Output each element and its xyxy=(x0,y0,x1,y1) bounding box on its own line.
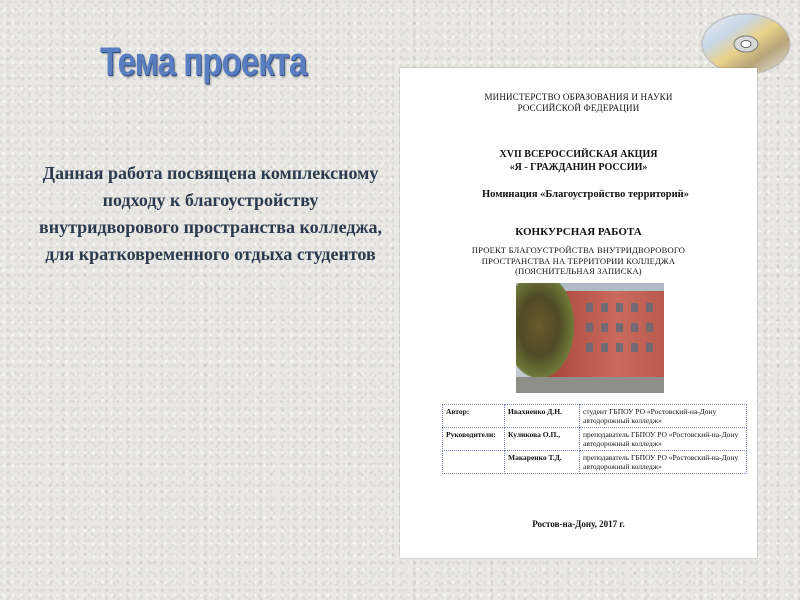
ministry-line: РОССИЙСКОЙ ФЕДЕРАЦИИ xyxy=(517,103,640,113)
author-role xyxy=(443,451,505,474)
author-info: студент ГБПОУ РО «Ростовский-на-Дону автодорожный колледж» xyxy=(580,405,747,428)
author-info: преподаватель ГБПОУ РО «Ростовский-на-Дону автодорожный колледж» xyxy=(580,428,747,451)
event-header xyxy=(400,148,757,174)
table-row xyxy=(443,428,747,451)
project-title-line: ПРОЕКТ БЛАГОУСТРОЙСТВА ВНУТРИДВОРОВОГО xyxy=(471,245,686,255)
event-line: «Я - ГРАЖДАНИН РОССИИ» xyxy=(509,162,648,173)
slide-title: Тема проекта xyxy=(100,40,307,84)
document-cover-page xyxy=(400,68,757,558)
city-year: Ростов-на-Дону, 2017 г. xyxy=(532,519,625,529)
project-title xyxy=(400,245,757,277)
author-role: Руководители: xyxy=(443,428,505,451)
table-row xyxy=(443,405,747,428)
nomination: Номинация «Благоустройство территорий» xyxy=(482,189,689,200)
authors-table xyxy=(442,404,747,474)
ministry-header xyxy=(400,92,757,114)
author-role: Автор: xyxy=(443,405,505,428)
table-row xyxy=(443,451,747,474)
project-title-line: ПРОСТРАНСТВА НА ТЕРРИТОРИИ КОЛЛЕДЖА xyxy=(481,255,676,266)
author-name: Куликова О.П., xyxy=(505,428,580,451)
cd-disc-icon xyxy=(700,4,792,76)
project-title-line: (ПОЯСНИТЕЛЬНАЯ ЗАПИСКА) xyxy=(515,266,642,276)
ministry-line: МИНИСТЕРСТВО ОБРАЗОВАНИЯ И НАУКИ xyxy=(484,92,673,102)
project-description: Данная работа посвящена комплексному подходу к благоустройству внутридворового пространства колледжа, для кратковременного отдыха студентов xyxy=(39,163,382,264)
contest-heading: КОНКУРСНАЯ РАБОТА xyxy=(515,226,642,238)
event-line: XVII ВСЕРОССИЙСКАЯ АКЦИЯ xyxy=(499,149,658,160)
author-name: Макаренко Т.Д. xyxy=(505,451,580,474)
author-name: Ивахненко Д.Н. xyxy=(505,405,580,428)
college-building-photo xyxy=(516,283,664,393)
author-info: преподаватель ГБПОУ РО «Ростовский-на-Дону автодорожный колледж» xyxy=(580,451,747,474)
